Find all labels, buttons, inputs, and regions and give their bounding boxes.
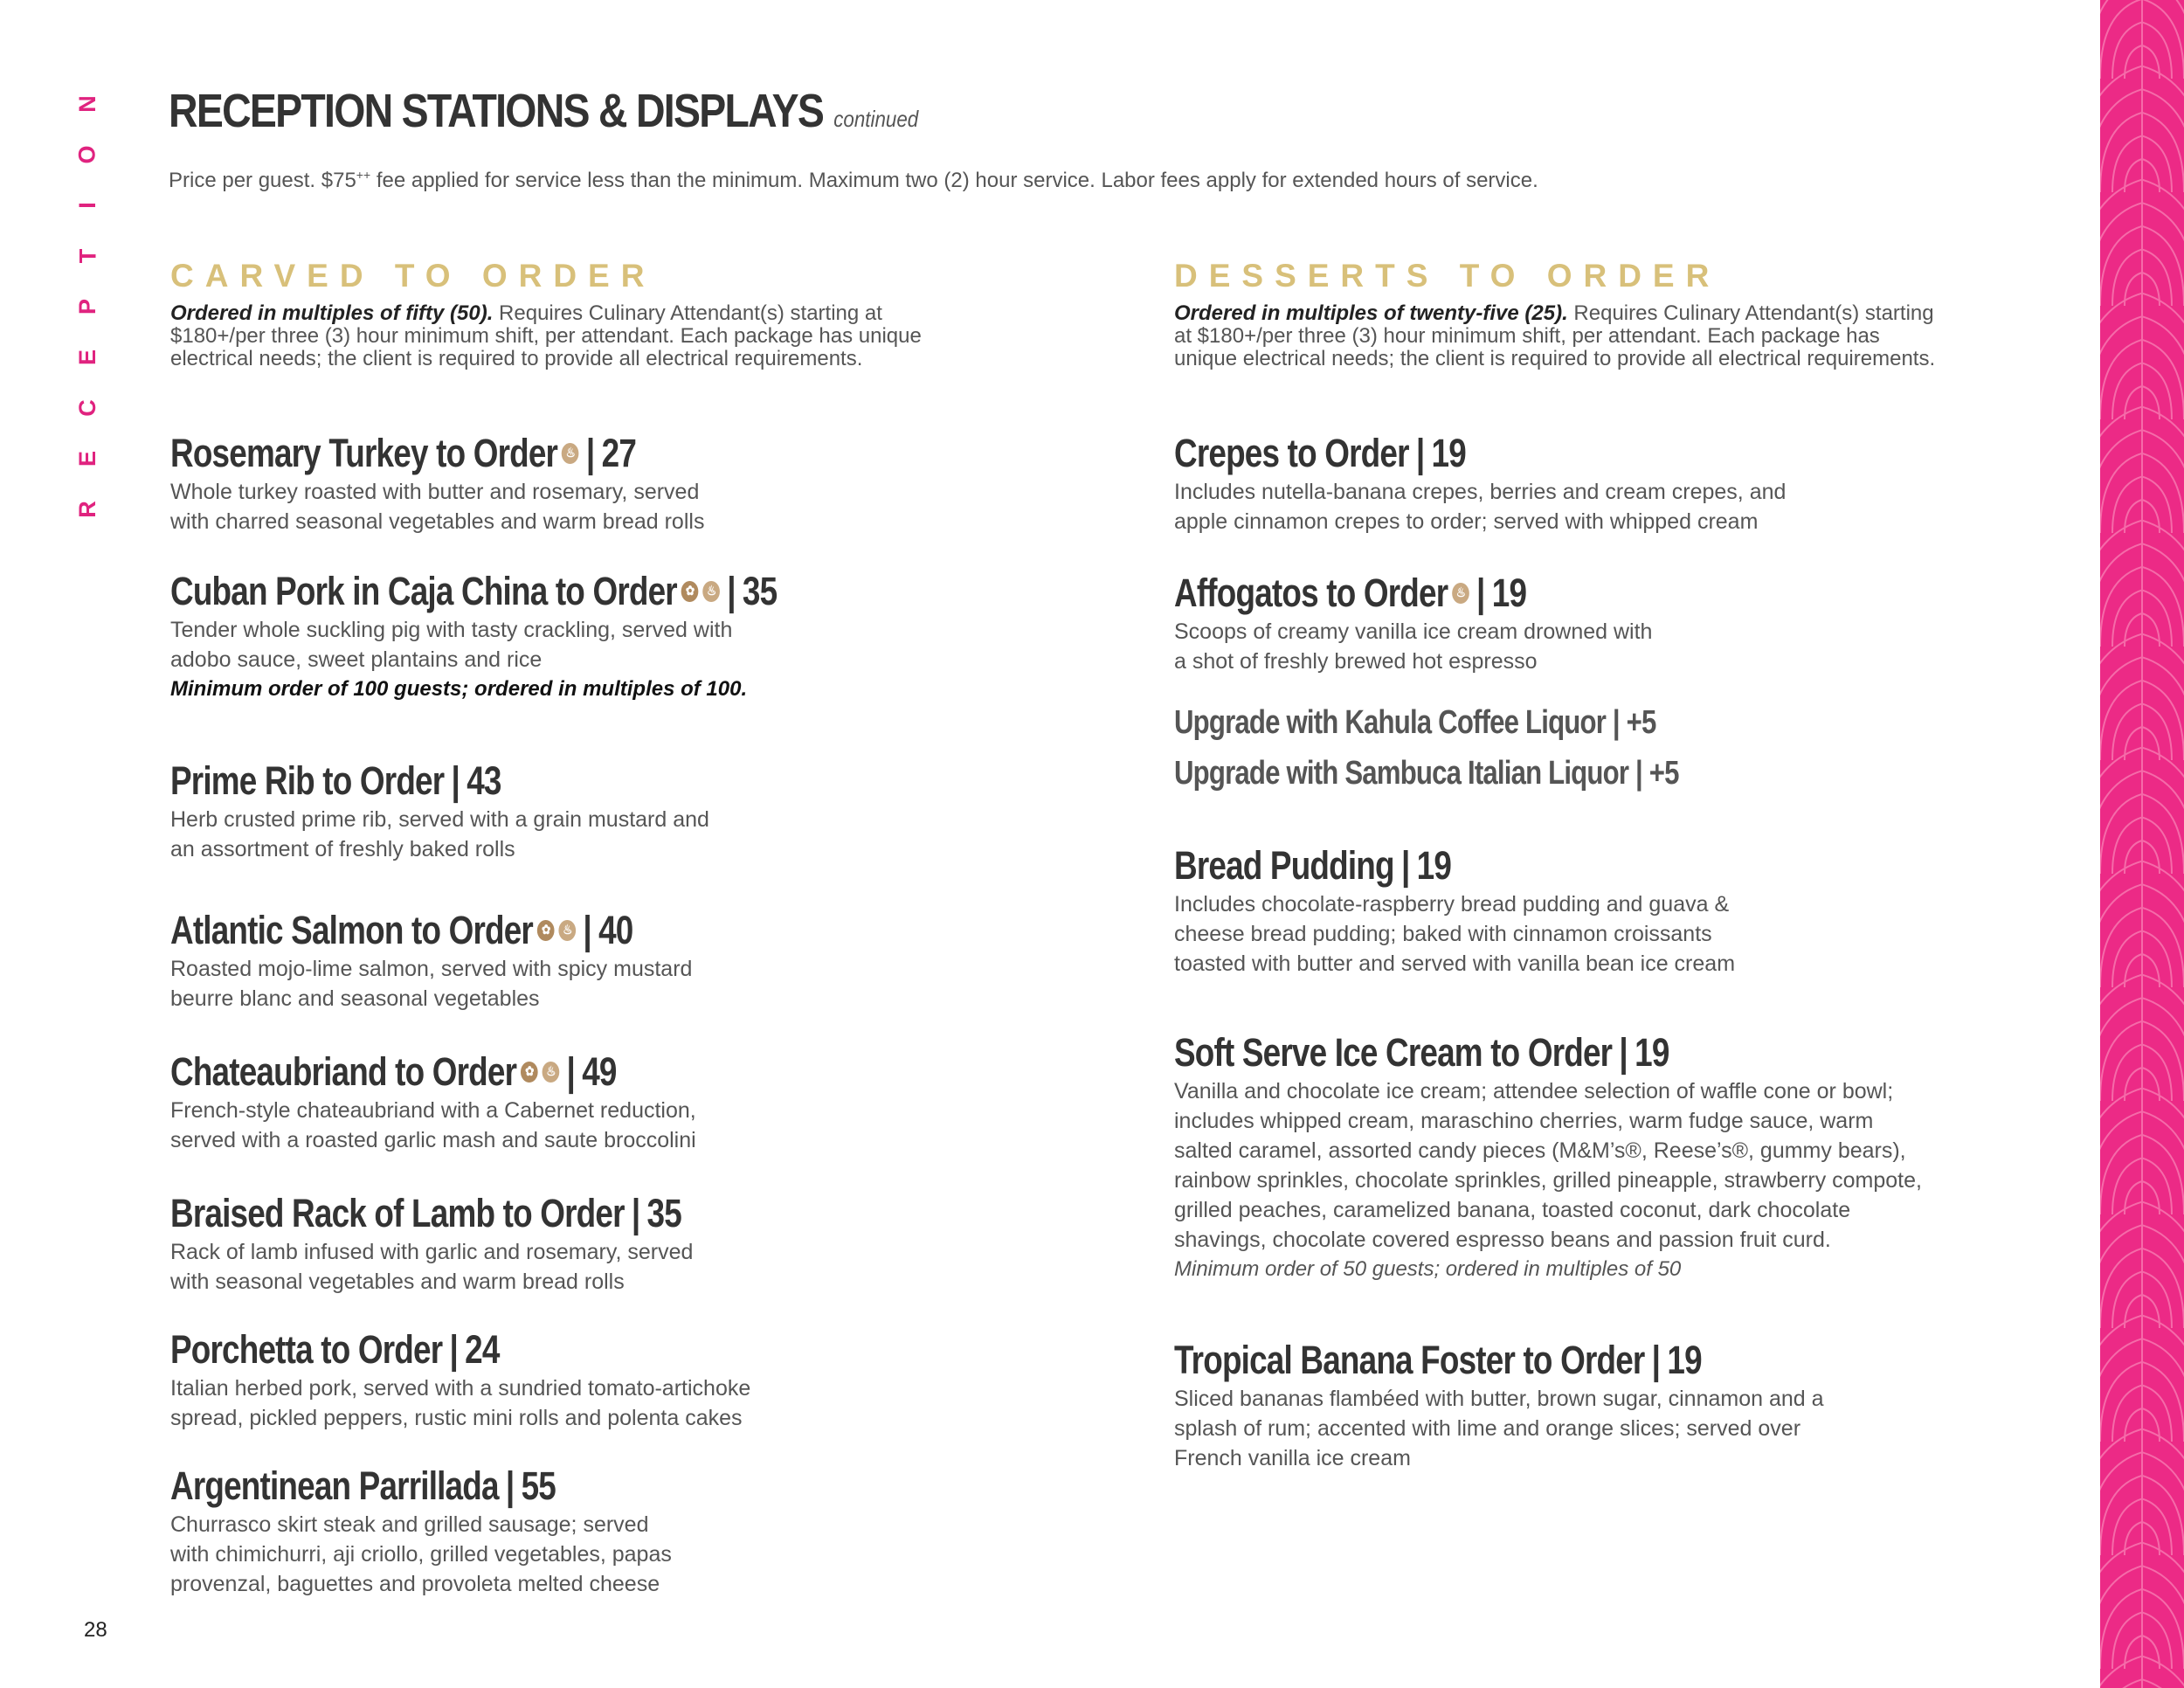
sidebar-letter: C xyxy=(74,399,100,417)
page-title-text: RECEPTION STATIONS & DISPLAYS xyxy=(169,85,824,137)
price-separator: | xyxy=(1651,1338,1661,1382)
menu-item-title xyxy=(1174,842,1634,889)
requirements-line: at $180+/per three (3) hour minimum shift, per attendant. Each package has xyxy=(1174,324,1880,348)
price-separator: | xyxy=(585,431,595,475)
menu-item-title xyxy=(1174,430,1676,477)
requirements-bold: Ordered in multiples of twenty-five (25). xyxy=(1174,301,1568,325)
price-separator: | xyxy=(1415,431,1425,475)
gluten-free-icon: ✿ xyxy=(521,1062,538,1083)
menu-item-price: 19 xyxy=(1635,1030,1669,1075)
menu-item xyxy=(170,758,709,864)
price-separator: | xyxy=(1476,571,1485,615)
sidebar-letter: E xyxy=(73,349,100,366)
menu-item-name: Affogatos to Order xyxy=(1174,571,1448,615)
carved-to-order-column xyxy=(170,255,1044,1618)
menu-item xyxy=(170,1048,715,1155)
pricing-note-pre: Price per guest. $75 xyxy=(169,169,356,192)
upgrade-option xyxy=(1174,750,1789,797)
price-separator: | xyxy=(566,1049,576,1094)
menu-item-description: salted caramel, assorted candy pieces (M&M’s®, Reese’s®, gummy bears), xyxy=(1174,1138,1906,1163)
menu-item xyxy=(1174,430,1786,536)
menu-item xyxy=(170,1463,672,1599)
sidebar-letter: O xyxy=(73,145,100,164)
menu-item-description: Vanilla and chocolate ice cream; attendee selection of waffle cone or bowl; xyxy=(1174,1079,1894,1103)
menu-item-description: with chimichurri, aji criollo, grilled vegetables, papas xyxy=(170,1542,672,1567)
art-deco-pattern xyxy=(2100,0,2184,1688)
menu-item-price: 19 xyxy=(1667,1338,1702,1382)
menu-item-description: includes whipped cream, maraschino cherries, warm fudge sauce, warm xyxy=(1174,1109,1874,1133)
menu-item-name: Rosemary Turkey to Order xyxy=(170,431,558,475)
menu-item-description: splash of rum; accented with lime and orange slices; served over xyxy=(1174,1416,1801,1441)
menu-item-description: Tender whole suckling pig with tasty crackling, served with xyxy=(170,618,733,642)
menu-item-description: Includes nutella-banana crepes, berries and cream crepes, and xyxy=(1174,480,1787,504)
price-separator: | xyxy=(449,1327,458,1372)
menu-item-description: Includes chocolate-raspberry bread pudding and guava & xyxy=(1174,892,1730,917)
menu-item-description: Sliced bananas flambéed with butter, brown sugar, cinnamon and a xyxy=(1174,1387,1824,1411)
upgrade-option xyxy=(1174,699,1762,746)
menu-item-title xyxy=(1174,570,1566,617)
chef-icon: ♨ xyxy=(559,920,577,941)
price-separator: | xyxy=(1619,1030,1628,1075)
sidebar-letter: P xyxy=(73,298,100,315)
menu-item-description: Rack of lamb infused with garlic and rosemary, served xyxy=(170,1240,694,1264)
menu-item-description: adobo sauce, sweet plantains and rice xyxy=(170,647,543,672)
menu-item-name: Cuban Pork in Caja China to Order xyxy=(170,569,677,613)
section-requirements xyxy=(170,302,1044,370)
requirements-line: Requires Culinary Attendant(s) starting xyxy=(1567,301,1934,325)
price-separator: | xyxy=(583,908,591,952)
menu-item-name: Porchetta to Order xyxy=(170,1327,443,1372)
menu-item-title xyxy=(170,907,633,954)
page-number: 28 xyxy=(84,1618,107,1642)
menu-item-description: provenzal, baguettes and provoleta melted cheese xyxy=(170,1572,660,1596)
menu-item-name: Prime Rib to Order xyxy=(170,758,445,803)
upgrade-label: Upgrade with Sambuca Italian Liquor | +5 xyxy=(1174,755,1679,792)
menu-item-description: Churrasco skirt steak and grilled sausage; served xyxy=(170,1512,649,1537)
requirements-line: $180+/per three (3) hour minimum shift, per attendant. Each package has unique xyxy=(170,324,922,348)
menu-item-name: Crepes to Order xyxy=(1174,431,1409,475)
menu-item-description: Roasted mojo-lime salmon, served with spicy mustard xyxy=(170,957,693,981)
menu-item xyxy=(1174,570,1652,676)
sidebar-letter: E xyxy=(73,450,100,467)
menu-item xyxy=(170,568,910,704)
menu-item-note: Minimum order of 100 guests; ordered in multiples of 100. xyxy=(170,677,748,701)
menu-item-price: 35 xyxy=(742,569,778,613)
pricing-note-post: fee applied for service less than the minimum. Maximum two (2) hour service. Labor fees apply for extended hours of service. xyxy=(370,169,1538,192)
menu-item-title xyxy=(170,1463,582,1510)
menu-item-description: an assortment of freshly baked rolls xyxy=(170,837,515,861)
pricing-note-sup: ++ xyxy=(356,168,371,182)
menu-item-note: Minimum order of 50 guests; ordered in multiples of 50 xyxy=(1174,1257,1682,1281)
menu-item-description: with seasonal vegetables and warm bread rolls xyxy=(170,1269,625,1294)
pricing-note xyxy=(169,168,1538,193)
sidebar-letter: I xyxy=(73,202,100,209)
menu-item-description: Herb crusted prime rib, served with a grain mustard and xyxy=(170,807,709,832)
menu-item-description: a shot of freshly brewed hot espresso xyxy=(1174,649,1538,674)
menu-item-title xyxy=(1174,1337,1707,1384)
sidebar-letter: T xyxy=(74,248,100,264)
menu-item-price: 35 xyxy=(646,1191,681,1235)
menu-item-name: Bread Pudding xyxy=(1174,843,1394,888)
gluten-free-icon: ✿ xyxy=(681,581,699,602)
section-requirements xyxy=(1174,302,2048,370)
menu-item-description: French-style chateaubriand with a Cabernet reduction, xyxy=(170,1098,696,1123)
menu-item-price: 27 xyxy=(601,431,637,475)
requirements-line: Requires Culinary Attendant(s) starting at xyxy=(493,301,882,325)
requirements-bold: Ordered in multiples of fifty (50). xyxy=(170,301,494,325)
menu-item-description: spread, pickled peppers, rustic mini rolls and polenta cakes xyxy=(170,1406,743,1430)
gluten-free-icon: ✿ xyxy=(537,920,555,941)
upgrade-label: Upgrade with Kahula Coffee Liquor | +5 xyxy=(1174,704,1656,741)
sidebar-vertical-label xyxy=(68,79,107,535)
menu-item-name: Atlantic Salmon to Order xyxy=(170,908,533,952)
menu-item-price: 40 xyxy=(598,908,633,952)
menu-item-description: French vanilla ice cream xyxy=(1174,1446,1411,1470)
menu-item-description: apple cinnamon crepes to order; served with whipped cream xyxy=(1174,509,1759,534)
sidebar-letter: R xyxy=(74,501,100,518)
menu-item-price: 49 xyxy=(582,1049,617,1094)
menu-item-price: 19 xyxy=(1491,571,1527,615)
menu-item-description: beurre blanc and seasonal vegetables xyxy=(170,986,540,1011)
menu-item-title xyxy=(170,1048,617,1096)
price-separator: | xyxy=(451,758,460,803)
menu-item xyxy=(170,1326,750,1433)
price-separator: | xyxy=(1400,843,1410,888)
requirements-line: electrical needs; the client is required to provide all electrical requirements. xyxy=(170,347,863,370)
menu-item-title xyxy=(1174,1029,1787,1076)
continued-label: continued xyxy=(833,106,919,132)
requirements-line: unique electrical needs; the client is required to provide all electrical requirements. xyxy=(1174,347,1936,370)
menu-item-description: shavings, chocolate covered espresso beans and passion fruit curd. xyxy=(1174,1228,1831,1252)
page-title xyxy=(169,84,918,138)
menu-item xyxy=(1174,842,1735,979)
menu-item-price: 24 xyxy=(465,1327,500,1372)
menu-item xyxy=(1174,1029,1922,1284)
menu-item-description: with charred seasonal vegetables and warm bread rolls xyxy=(170,509,705,534)
decorative-pattern-band xyxy=(2100,0,2184,1688)
price-separator: | xyxy=(631,1191,640,1235)
sidebar-letter: N xyxy=(74,95,100,113)
menu-item-description: Scoops of creamy vanilla ice cream drowned with xyxy=(1174,619,1653,644)
menu-item-title xyxy=(170,758,612,805)
menu-item-description: toasted with butter and served with vanilla bean ice cream xyxy=(1174,951,1736,976)
menu-item-description: served with a roasted garlic mash and saute broccolini xyxy=(170,1128,696,1152)
menu-item-price: 43 xyxy=(467,758,501,803)
menu-item-description: Whole turkey roasted with butter and rosemary, served xyxy=(170,480,700,504)
menu-item-price: 19 xyxy=(1431,431,1466,475)
menu-item-name: Argentinean Parrillada xyxy=(170,1463,499,1508)
chef-icon: ♨ xyxy=(562,443,579,464)
menu-item-description: rainbow sprinkles, chocolate sprinkles, grilled pineapple, strawberry compote, xyxy=(1174,1168,1922,1193)
menu-item-name: Chateaubriand to Order xyxy=(170,1049,517,1094)
chef-icon: ♨ xyxy=(702,581,720,602)
menu-item xyxy=(170,430,738,536)
menu-item-price: 19 xyxy=(1416,843,1452,888)
menu-item-title xyxy=(170,568,777,615)
menu-item-title xyxy=(170,1326,646,1373)
menu-item-description: grilled peaches, caramelized banana, toasted coconut, dark chocolate xyxy=(1174,1198,1851,1222)
menu-item-title xyxy=(170,430,636,477)
menu-item xyxy=(1174,1337,1824,1473)
section-heading: DESSERTS TO ORDER xyxy=(1174,258,1721,294)
menu-item-name: Soft Serve Ice Cream to Order xyxy=(1174,1030,1613,1075)
menu-item-title xyxy=(170,1190,681,1237)
menu-item-price: 55 xyxy=(521,1463,556,1508)
menu-item xyxy=(170,907,735,1013)
desserts-to-order-column xyxy=(1174,255,2048,1618)
menu-item-description: cheese bread pudding; baked with cinnamon croissants xyxy=(1174,922,1712,946)
menu-item xyxy=(170,1190,793,1297)
menu-item-name: Braised Rack of Lamb to Order xyxy=(170,1191,625,1235)
chef-icon: ♨ xyxy=(543,1062,560,1083)
section-heading: CARVED TO ORDER xyxy=(170,258,656,294)
price-separator: | xyxy=(505,1463,515,1508)
menu-item-name: Tropical Banana Foster to Order xyxy=(1174,1338,1645,1382)
menu-item-description: Italian herbed pork, served with a sundried tomato-artichoke xyxy=(170,1376,751,1401)
price-separator: | xyxy=(727,569,736,613)
chef-icon: ♨ xyxy=(1452,583,1469,604)
